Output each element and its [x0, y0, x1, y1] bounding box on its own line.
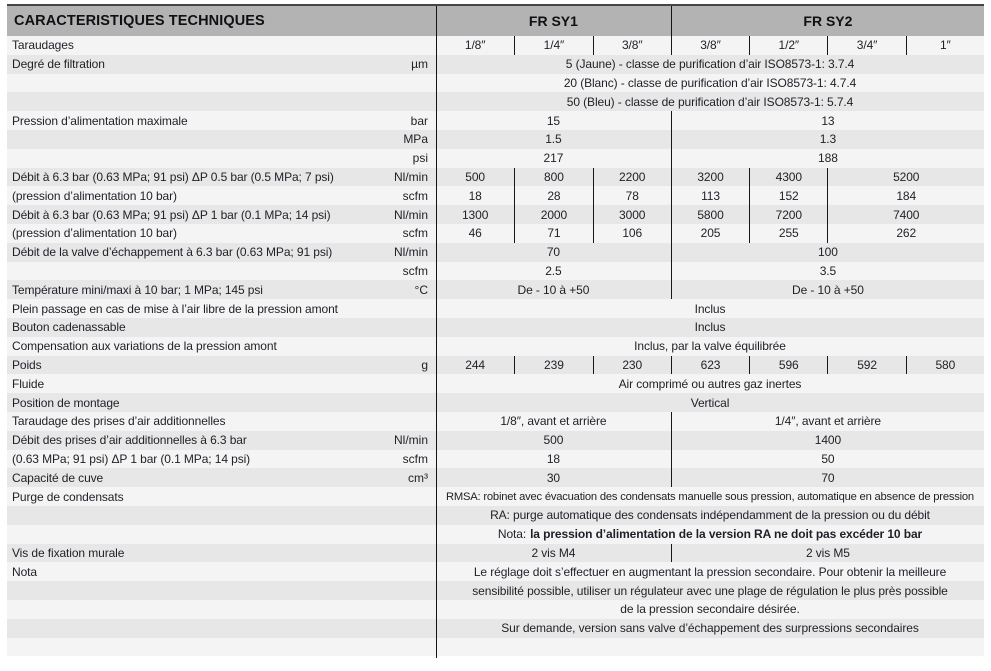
table-cell: 1/4″, avant et arrière	[671, 412, 984, 431]
row-values	[436, 149, 984, 168]
table-cell: 78	[593, 186, 671, 205]
table-row	[7, 55, 984, 74]
table-cell: 2000	[514, 205, 592, 224]
row-label: Vis de fixation murale	[12, 545, 125, 560]
row-left-section	[7, 36, 436, 55]
row-unit: scfm	[402, 226, 428, 241]
row-values	[436, 562, 984, 581]
table-row	[7, 562, 984, 581]
table-cell: 20 (Blanc) - classe de purification d’air ISO8573-1: 4.7.4	[563, 75, 857, 90]
row-left-section	[7, 262, 436, 281]
table-cell: Air comprimé ou autres gaz inertes	[618, 376, 802, 391]
row-label: Débit des prises d’air additionnelles à 6.3 bar	[12, 433, 247, 448]
row-label: Fluide	[12, 376, 45, 391]
table-cell: 2 vis M4	[531, 545, 576, 560]
table-title: CARACTERISTIQUES TECHNIQUES	[14, 13, 265, 29]
table-cell	[436, 525, 984, 544]
row-left-section	[7, 243, 436, 262]
row-values	[436, 393, 984, 412]
table-row	[7, 74, 984, 93]
row-unit: Nl/min	[393, 245, 428, 260]
table-cell: 500	[465, 169, 485, 184]
table-cell: 100	[671, 243, 984, 262]
table-cell: 205	[671, 224, 749, 243]
table-cell: 1/4″	[514, 36, 592, 55]
table-cell: 3/8″	[593, 36, 671, 55]
table-cell: 623	[671, 356, 749, 375]
table-row	[7, 243, 984, 262]
row-left-section	[7, 92, 436, 111]
row-unit: scfm	[402, 263, 428, 278]
row-unit: scfm	[402, 188, 428, 203]
spec-table	[7, 4, 984, 656]
table-row	[7, 262, 984, 281]
table-cell: 70	[546, 245, 560, 260]
table-cell: Inclus	[694, 301, 726, 316]
row-left-section	[7, 111, 436, 130]
table-cell: Vertical	[690, 395, 730, 410]
table-cell: 184	[827, 186, 984, 205]
row-values	[436, 525, 984, 544]
row-left-section	[7, 393, 436, 412]
row-values	[436, 55, 984, 74]
table-cell: 2.5	[545, 263, 562, 278]
table-row	[7, 506, 984, 525]
row-values	[436, 600, 984, 619]
row-unit: g	[421, 357, 428, 372]
row-unit: cm³	[408, 470, 428, 485]
table-cell: 500	[543, 433, 564, 448]
row-left-section	[7, 337, 436, 356]
table-cell: 50 (Bleu) - classe de purification d’air ISO8573-1: 5.7.4	[566, 94, 854, 109]
row-label: Pression d’alimentation maximale	[12, 113, 188, 128]
row-left-section	[7, 412, 436, 431]
row-label: (pression d’alimentation 10 bar)	[12, 226, 177, 241]
row-left-section	[7, 74, 436, 93]
row-left-section	[7, 506, 436, 525]
table-row	[7, 186, 984, 205]
table-cell: 255	[749, 224, 827, 243]
row-label: Poids	[12, 357, 42, 372]
row-values	[436, 544, 984, 563]
row-label: Plein passage en cas de mise à l’air libre de la pression amont	[12, 301, 338, 316]
table-cell: 2 vis M5	[671, 544, 984, 563]
table-row	[7, 581, 984, 600]
row-unit: Nl/min	[393, 433, 428, 448]
row-left-section	[7, 205, 436, 224]
row-left-section	[7, 544, 436, 563]
table-row	[7, 92, 984, 111]
table-row	[7, 224, 984, 243]
table-cell: 113	[671, 186, 749, 205]
row-label: Taraudages	[12, 38, 74, 53]
row-values	[436, 36, 984, 55]
table-cell: 2200	[593, 168, 671, 187]
table-row	[7, 393, 984, 412]
table-cell: Inclus	[694, 320, 726, 335]
table-cell: 596	[749, 356, 827, 375]
table-row	[7, 468, 984, 487]
cell-text: Nota:	[497, 527, 527, 542]
table-cell: 7200	[749, 205, 827, 224]
table-cell: 1/8″, avant et arrière	[500, 414, 607, 429]
table-cell: 244	[465, 357, 485, 372]
table-row	[7, 111, 984, 130]
table-cell: 50	[671, 450, 984, 469]
row-left-section	[7, 168, 436, 187]
row-values	[436, 168, 984, 187]
table-row	[7, 280, 984, 299]
table-row	[7, 450, 984, 469]
row-unit: Nl/min	[393, 207, 428, 222]
row-unit: °C	[414, 282, 428, 297]
row-label: Taraudage des prises d’air additionnelles	[12, 414, 226, 429]
row-left-section	[7, 356, 436, 375]
table-cell: 4300	[749, 168, 827, 187]
table-cell: 1300	[461, 207, 489, 222]
table-cell: 1″	[906, 36, 984, 55]
cell-bold-text: la pression d’alimentation de la version RA ne doit pas excéder 10 bar	[530, 527, 923, 542]
table-cell: 28	[514, 186, 592, 205]
table-cell: de la pression secondaire désirée.	[620, 602, 800, 617]
row-values	[436, 318, 984, 337]
table-header	[7, 6, 984, 36]
row-label: Compensation aux variations de la pression amont	[12, 339, 277, 354]
table-cell: 592	[827, 356, 905, 375]
table-cell: 262	[827, 224, 984, 243]
table-cell: sensibilité possible, utiliser un régulateur avec une plage de régulation le plus près possible	[472, 583, 948, 598]
row-label: Capacité de cuve	[12, 470, 104, 485]
row-left-section	[7, 318, 436, 337]
table-cell: 217	[543, 151, 564, 166]
table-cell: 18	[546, 451, 560, 466]
column-group-frsy2: FR SY2	[671, 6, 984, 36]
row-label: Degré de filtration	[12, 57, 105, 72]
row-unit: MPa	[403, 132, 428, 147]
table-cell: 46	[468, 226, 482, 241]
row-unit: psi	[412, 151, 428, 166]
table-row	[7, 619, 984, 638]
table-cell: 1.3	[671, 130, 984, 149]
row-left-section	[7, 525, 436, 544]
table-cell: 3/4″	[827, 36, 905, 55]
table-body	[7, 36, 984, 656]
row-values	[436, 74, 984, 93]
row-values	[436, 280, 984, 299]
table-cell: 580	[906, 356, 984, 375]
row-label: Débit à 6.3 bar (0.63 MPa; 91 psi) ΔP 0.5 bar (0.5 MPa; 7 psi)	[12, 169, 334, 184]
row-values	[436, 431, 984, 450]
main-divider	[436, 6, 437, 658]
table-cell: RA: purge automatique des condensats indépendamment de la pression ou du débit	[490, 508, 930, 523]
row-left-section	[7, 130, 436, 149]
table-cell: 5 (Jaune) - classe de purification d’air ISO8573-1: 3.7.4	[565, 57, 855, 72]
row-values	[436, 412, 984, 431]
table-row	[7, 36, 984, 55]
row-left-section	[7, 149, 436, 168]
table-row	[7, 299, 984, 318]
row-values	[436, 581, 984, 600]
row-left-section	[7, 299, 436, 318]
table-cell: De - 10 à +50	[671, 280, 984, 299]
table-row	[7, 487, 984, 506]
table-row	[7, 205, 984, 224]
row-values	[436, 638, 984, 657]
row-values	[436, 186, 984, 205]
row-values	[436, 450, 984, 469]
row-label: Bouton cadenassable	[12, 320, 126, 335]
table-cell: 1.5	[545, 132, 562, 147]
row-unit: bar	[410, 113, 428, 128]
row-left-section	[7, 619, 436, 638]
table-cell: 71	[514, 224, 592, 243]
table-cell: 1400	[671, 431, 984, 450]
row-values	[436, 468, 984, 487]
table-cell: 239	[514, 356, 592, 375]
table-row	[7, 431, 984, 450]
table-row	[7, 638, 984, 657]
row-unit: µm	[411, 57, 428, 72]
table-cell: 230	[593, 356, 671, 375]
row-left-section	[7, 224, 436, 243]
row-label: Débit de la valve d’échappement à 6.3 bar (0.63 MPa; 91 psi)	[12, 245, 333, 260]
table-row	[7, 149, 984, 168]
table-cell: 3200	[671, 168, 749, 187]
table-row	[7, 356, 984, 375]
table-cell: 3000	[593, 205, 671, 224]
row-left-section	[7, 431, 436, 450]
row-label: Position de montage	[12, 395, 120, 410]
row-left-section	[7, 468, 436, 487]
table-row	[7, 318, 984, 337]
row-unit: Nl/min	[393, 169, 428, 184]
table-row	[7, 600, 984, 619]
table-row	[7, 412, 984, 431]
table-cell: 30	[546, 470, 560, 485]
row-values	[436, 111, 984, 130]
row-label: (0.63 MPa; 91 psi) ΔP 1 bar (0.1 MPa; 14 psi)	[12, 451, 251, 466]
row-values	[436, 337, 984, 356]
header-groups	[436, 6, 984, 36]
row-values	[436, 356, 984, 375]
row-values	[436, 619, 984, 638]
table-cell: 152	[749, 186, 827, 205]
row-left-section	[7, 450, 436, 469]
table-row	[7, 544, 984, 563]
row-values	[436, 262, 984, 281]
row-label: Nota	[12, 564, 37, 579]
row-values	[436, 205, 984, 224]
row-label: Purge de condensats	[12, 489, 124, 504]
table-cell: 18	[468, 188, 482, 203]
row-values	[436, 130, 984, 149]
table-cell: De - 10 à +50	[517, 282, 590, 297]
table-cell: 1/8″	[464, 38, 486, 53]
table-cell: 800	[514, 168, 592, 187]
table-cell: 70	[671, 468, 984, 487]
table-cell: 3/8″	[671, 36, 749, 55]
table-cell: 15	[546, 113, 560, 128]
row-label: (pression d’alimentation 10 bar)	[12, 188, 177, 203]
row-left-section	[7, 374, 436, 393]
table-cell: 1/2″	[749, 36, 827, 55]
row-values	[436, 224, 984, 243]
row-unit: scfm	[402, 451, 428, 466]
table-cell: 13	[671, 111, 984, 130]
table-cell: 5200	[827, 168, 984, 187]
table-cell: 188	[671, 149, 984, 168]
row-values	[436, 506, 984, 525]
table-cell: 3.5	[671, 262, 984, 281]
table-cell: Inclus, par la valve équilibrée	[634, 339, 786, 354]
table-cell: 7400	[827, 205, 984, 224]
table-cell: Le réglage doit s’effectuer en augmentant la pression secondaire. Pour obtenir la meilleure	[473, 564, 947, 579]
row-left-section	[7, 280, 436, 299]
table-row	[7, 337, 984, 356]
row-left-section	[7, 581, 436, 600]
row-values	[436, 487, 984, 506]
row-left-section	[7, 600, 436, 619]
row-left-section	[7, 638, 436, 657]
row-values	[436, 243, 984, 262]
row-values	[436, 374, 984, 393]
row-left-section	[7, 487, 436, 506]
row-values	[436, 92, 984, 111]
row-left-section	[7, 562, 436, 581]
row-values	[436, 299, 984, 318]
table-row	[7, 525, 984, 544]
row-left-section	[7, 186, 436, 205]
row-left-section	[7, 55, 436, 74]
row-label: Température mini/maxi à 10 bar; 1 MPa; 145 psi	[12, 282, 263, 297]
column-group-frsy1: FR SY1	[528, 13, 578, 29]
table-cell: Sur demande, version sans valve d’échappement des surpressions secondaires	[501, 621, 919, 636]
table-cell: 5800	[671, 205, 749, 224]
table-row	[7, 168, 984, 187]
table-cell: 106	[593, 224, 671, 243]
table-row	[7, 374, 984, 393]
table-row	[7, 130, 984, 149]
row-label: Débit à 6.3 bar (0.63 MPa; 91 psi) ΔP 1 bar (0.1 MPa; 14 psi)	[12, 207, 331, 222]
table-cell: RMSA: robinet avec évacuation des condensats manuelle sous pression, automatique en absence de pression	[446, 490, 974, 503]
